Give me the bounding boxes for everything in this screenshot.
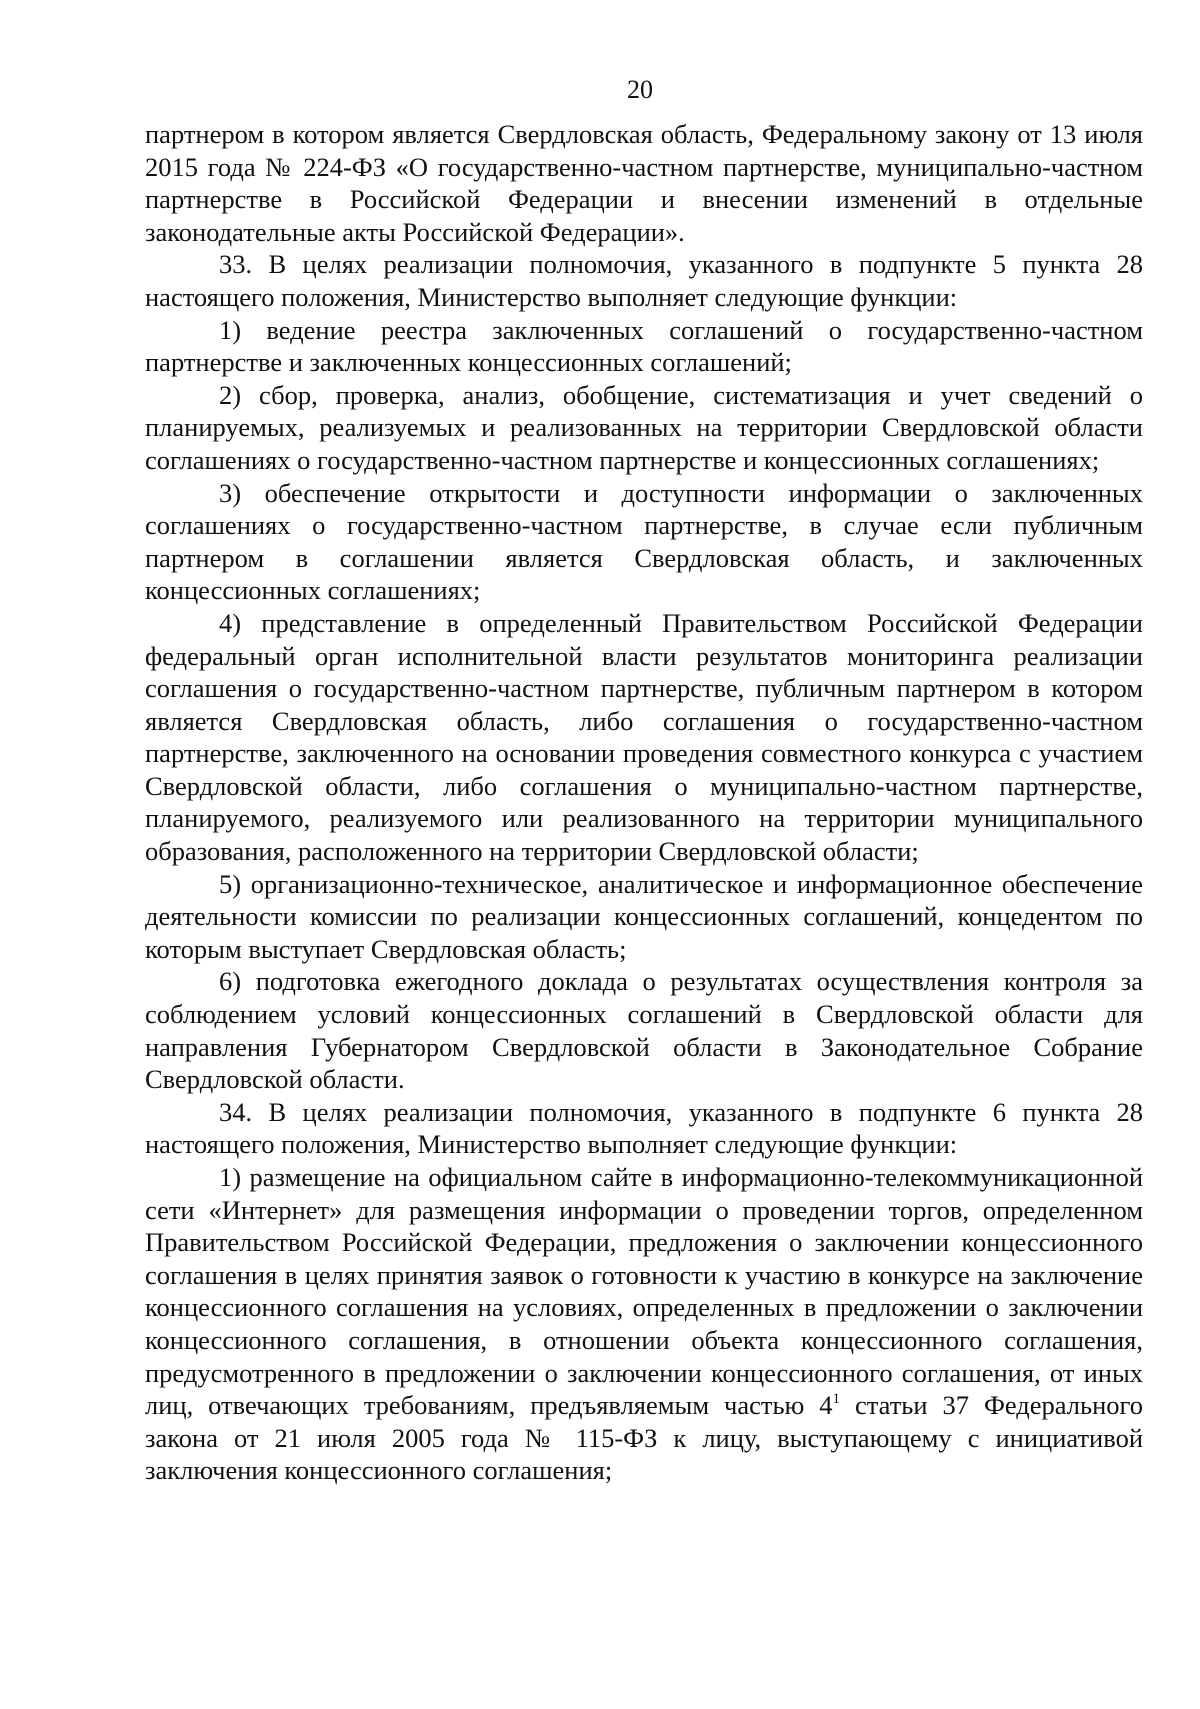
paragraph-33-subitem-3: 3) обеспечение открытости и доступности информации о заключенных соглашениях о государственно-частном партнерстве, в случае если публичным партнером в соглашении является Свердловская область, и заключенных концессионных соглашениях; [145, 477, 1143, 606]
page-number: 20 [627, 75, 653, 104]
document-body [145, 118, 1143, 1487]
subitem-text-before: 1) размещение на официальном сайте в информационно-телекоммуникационной сети «Интернет» для размещения информации о проведении торгов, определенном Правительством Российской Федерации, предложения о заключении концессионного соглашения в целях принятия заявок о готовности к участию в конкурсе на заключение концессионного соглашения на условиях, определенных в предложении о заключении концессионного соглашения, в отношении объекта концессионного соглашения, предусмотренного в предложении о заключении концессионного соглашения, от иных лиц, отвечающих требованиям, предъявляемым частью 4 [145, 1162, 1143, 1421]
paragraph-33-subitem-6: 6) подготовка ежегодного доклада о результатах осуществления контроля за соблюдением условий концессионных соглашений в Свердловской области для направления Губернатором Свердловской области в Законодательное Собрание Свердловской области. [145, 966, 1143, 1095]
paragraph-33-subitem-2: 2) сбор, проверка, анализ, обобщение, систематизация и учет сведений о планируемых, реализуемых и реализованных на территории Свердловской области соглашениях о государственно-частном партнерстве и концессионных соглашениях; [145, 379, 1143, 475]
paragraph-34-subitem-1 [145, 1161, 1143, 1487]
paragraph-33-subitem-5: 5) организационно-техническое, аналитическое и информационное обеспечение деятельности комиссии по реализации концессионных соглашений, концедентом по которым выступает Свердловская область; [145, 868, 1143, 964]
paragraph-item-34: 34. В целях реализации полномочия, указанного в подпункте 6 пункта 28 настоящего положения, Министерство выполняет следующие функции: [145, 1096, 1143, 1160]
paragraph-item-33: 33. В целях реализации полномочия, указанного в подпункте 5 пункта 28 настоящего положения, Министерство выполняет следующие функции: [145, 249, 1143, 312]
superscript: 1 [832, 1391, 841, 1408]
paragraph-33-subitem-1: 1) ведение реестра заключенных соглашений о государственно-частном партнерстве и заключенных концессионных соглашений; [145, 314, 1143, 378]
paragraph-33-subitem-4: 4) представление в определенный Правительством Российской Федерации федеральный орган исполнительной власти результатов мониторинга реализации соглашения о государственно-частном партнерстве, публичным партнером в котором является Свердловская область, либо соглашения о государственно-частном партнерстве, заключенного на основании проведения совместного конкурса с участием Свердловской области, либо соглашения о муниципально-частном партнерстве, планируемого, реализуемого или реализованного на территории муниципального образования, расположенного на территории Свердловской области; [145, 607, 1143, 867]
subitem-text-after: статьи 37 Федерального закона от 21 июля 2005 года № 115-ФЗ к лицу, выступающему с инициативой заключения концессионного соглашения; [145, 1390, 1143, 1486]
paragraph-continuation: партнером в котором является Свердловская область, Федеральному закону от 13 июля 2015 года № 224-ФЗ «О государственно-частном партнерстве, муниципально-частном партнерстве в Российской Федерации и внесении изменений в отдельные законодательные акты Российской Федерации». [145, 119, 1143, 247]
